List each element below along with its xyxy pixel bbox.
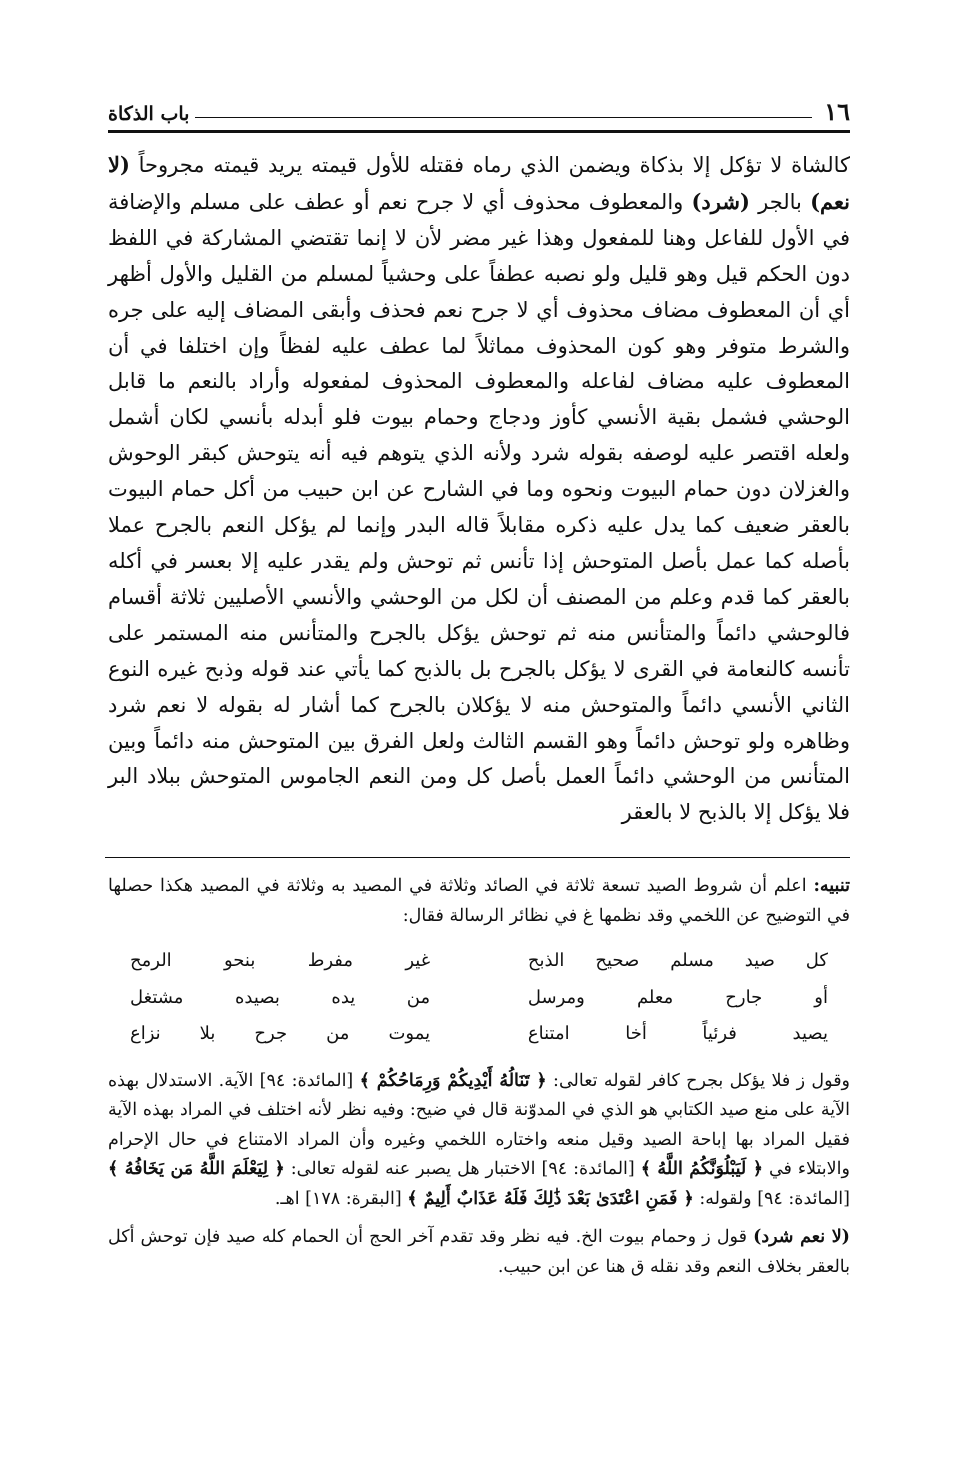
main-text-segment: والمعطوف محذوف أي لا جرح نعم أو عطف على مسلم والإضافة في الأول للفاعل وهنا للمفعول وهذا غير مضر لأن لا إنما تقتضي المشاركة في اللفظ دون الحكم قيل وهو قليل ولو نصبه عطفاً على وحشياً لمسلم من القليل والأول أظهر أي أن المعطوف مضاف محذوف أي لا جرح نعم فحذف وأبقى المضاف إليه على جره والشرط متوفر وهو كون المحذوف مماثلاً لما عطف عليه لفظاً وإن اختلفا في أن المعطوف عليه مضاف لفاعله والمعطوف المحذوف لمفعوله وأراد بالنعم ما قابل الوحشي فشمل بقية الأنسي كأوز ودجاج وحمام بيوت فلو أبدله بأنسي لكان أشمل ولعله اقتصر عليه لوصفه بقوله شرد ولأنه الذي يتوهم فيه أنه يتوحش كبقر الوحوش والغزلان دون حمام البيوت ونحوه وما في الشارح عن ابن حبيب من أكل حمام البيوت بالعقر ضعيف كما يدل عليه ذكره مقابلاً قاله البدر وإنما لم يؤكل النعم بالجرح عملا بأصله كما عمل بأصل المتوحش إذا تأنس ثم توحش ولم يقدر عليه إلا بعسر في أكله بالعقر كما قدم وعلم من المصنف أن لكل من الوحشي والأنسي الأصليين ثلاثة أقسام فالوحشي دائماً والمتأنس منه ثم توحش يؤكل بالجرح والمتأنس منه المستمر على تأنسه كالنعامة في القرى لا يؤكل بالجرح بل بالذبح كما يأتي عند قوله وذبح غيره النوع الثاني الأنسي دائماً والمتوحش منه لا يؤكلان بالجرح كما أشار له بقوله لا نعم شرد وظاهره ولو توحش دائماً وهو القسم الثالث ولعل الفرق بين المتوحش منه دائماً وبين المتأنس من الوحشي دائماً العمل بأصل كل ومن النعم الجاموس المتوحش ببلاد البر فلا يؤكل إلا بالذبح لا بالعقر [108, 189, 850, 825]
poem-first-hemistich: يصيد فرئياً أخا امتناع [527, 1023, 828, 1045]
final-label: (لا نعم شرد) [753, 1227, 850, 1248]
commentary-text: [البقرة: ١٧٨] اهـ. [274, 1188, 402, 1209]
chapter-title: باب الذكاة [108, 103, 190, 125]
main-text-segment: بالجر [758, 189, 802, 214]
bold-phrase-la-naam: (لا نعم) [108, 152, 850, 214]
header-rule [108, 130, 850, 133]
note-label: تنبيه: [813, 876, 850, 897]
final-paragraph [108, 1222, 850, 1282]
main-text-segment: كالشاة لا تؤكل إلا بذكاة ويضمن الذي رماه فقتله للأول قيمته يريد قيمته مجروحاً [138, 153, 850, 177]
main-paragraph [108, 147, 850, 831]
final-text: قول ز وحمام بيوت الخ. فيه نظر وقد تقدم آخر الحج أن الحمام كله صيد فإن توحش أكل بالعقر بخلاف النعم وقد نقله ق هنا عن ابن حبيب. [108, 1227, 850, 1278]
running-header [108, 90, 850, 128]
commentary-text: [المائدة: ٩٤] الاختبار هل يصبر عنه لقوله تعالى: [290, 1159, 635, 1180]
page-number: ١٦ [824, 97, 850, 126]
commentary-paragraph [108, 1067, 850, 1215]
commentary-text: [المائدة: ٩٤] الآية. الاستدلال بهذه الآية على منع صيد الكتابي هو الذي في المدوّنة قال في ضيح: وفيه نظر لأنه اختلف في المراد بهذه الآية فقيل المراد بها إباحة الصيد وقيل منعه واختاره اللخمي وغيره وأن المراد الامتناع في حال الإحرام والابتلاء في [108, 1070, 850, 1180]
quran-quote: ﴿ فَمَنِ اعْتَدَىٰ بَعْدَ ذَٰلِكَ فَلَهُ عَذَابٌ أَلِيمٌ ﴾ [407, 1188, 694, 1209]
bold-phrase-sharad: (شرد) [691, 188, 750, 214]
poem [130, 943, 828, 1053]
poem-verse [130, 943, 828, 980]
quran-quote: ﴿ تَنَالُهُ أَيْدِيكُمْ وَرِمَاحُكُمْ ﴾ [359, 1070, 547, 1091]
note-text: اعلم أن شروط الصيد تسعة ثلاثة في الصائد وثلاثة في المصيد به وثلاثة في المصيد هكذا حصلها في التوضيح عن اللخمي وقد نظمها غ في نظائر الرسالة فقال: [108, 876, 850, 926]
quran-quote: ﴿ لِيَعْلَمَ اللَّهُ مَن يَخَافُهُ ﴾ [108, 1159, 285, 1180]
poem-first-hemistich: أو جارح معلم ومرسل [527, 986, 828, 1008]
commentary-text: وقول ز فلا يؤكل بجرح كافر لقوله تعالى: [553, 1070, 851, 1091]
note-paragraph [108, 872, 850, 931]
poem-first-hemistich: كل صيد مسلم صحيح الذبح [527, 950, 828, 972]
poem-verse [130, 980, 828, 1017]
poem-second-hemistich: يموت من جرح بلا نزاع [130, 1023, 431, 1045]
commentary-text: [المائدة: ٩٤] ولقوله: [699, 1188, 850, 1209]
quran-quote: ﴿ لَيَبْلُوَنَّكُمُ اللَّهُ ﴾ [640, 1159, 763, 1180]
poem-second-hemistich: من يده بصيده مشتغل [130, 986, 431, 1008]
poem-verse [130, 1016, 828, 1053]
book-page [108, 90, 850, 1282]
footnote-divider [105, 857, 850, 858]
header-dash-line [195, 117, 812, 118]
poem-second-hemistich: غير مفرط بنحو الرمح [130, 950, 431, 972]
